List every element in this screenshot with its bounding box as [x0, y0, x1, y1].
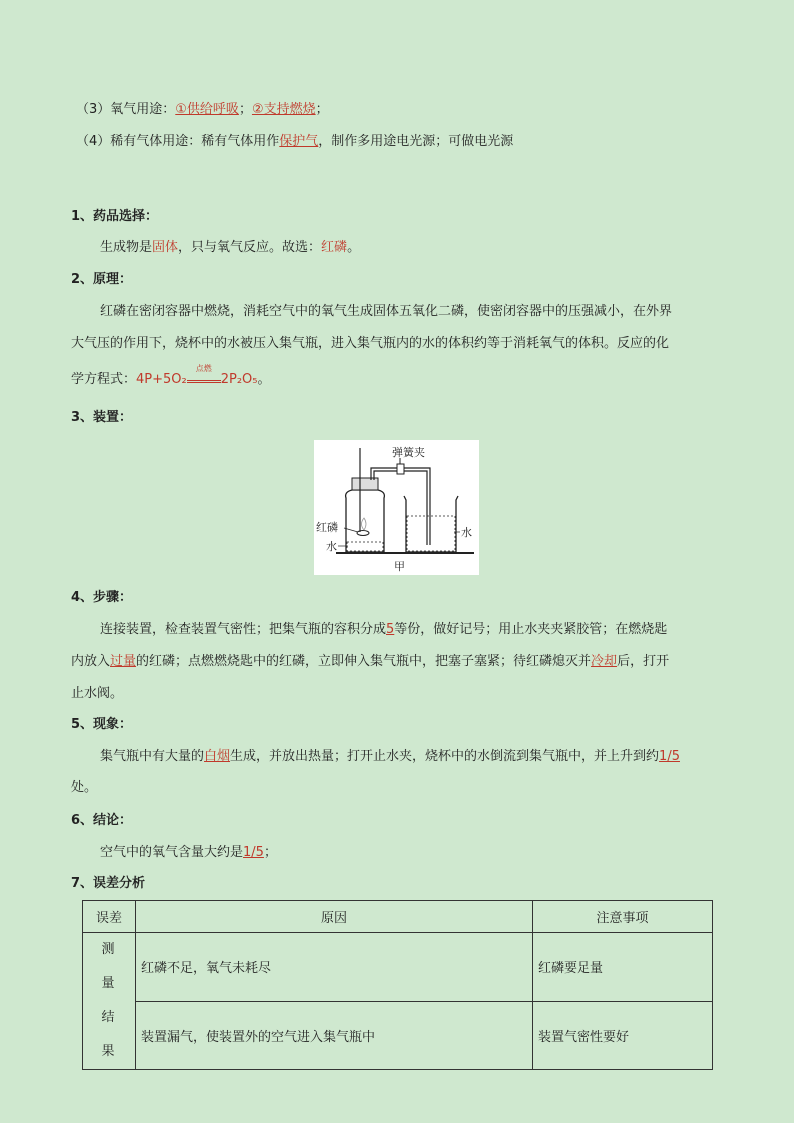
header-error: 误差	[83, 901, 136, 933]
s5-l1-a: 集气瓶中有大量的	[100, 749, 205, 764]
s4-line2	[71, 652, 669, 672]
figure-caption: 甲	[394, 560, 405, 573]
oxygen-use-end: ；	[315, 102, 329, 117]
s2-line3	[71, 364, 271, 390]
table-row	[83, 933, 713, 1002]
section-3-title: 3、装置：	[71, 410, 133, 425]
s2-line2: 大气压的作用下，烧杯中的水被压入集气瓶，进入集气瓶内的水的体积约等于消耗氧气的体积。反应的化	[71, 336, 670, 351]
table-header-row	[83, 901, 713, 933]
s4-l2-excess: 过量	[110, 654, 137, 669]
s4-l2-b: 的红磷；点燃燃烧匙中的红磷，立即伸入集气瓶中，把塞子塞紧；待红磷熄灭并	[136, 654, 592, 669]
s1-solid: 固体	[152, 240, 179, 255]
jar-water	[347, 542, 383, 551]
section-6-title: 6、结论：	[71, 813, 133, 828]
combustion-spoon	[357, 531, 369, 536]
header-reason: 原因	[136, 901, 533, 933]
noble-gas-prefix: （4）稀有气体用途：稀有气体用作	[76, 134, 280, 149]
s1-end: 。	[347, 240, 361, 255]
apparatus-figure	[314, 440, 479, 575]
header-note: 注意事项	[533, 901, 713, 933]
s2-end: 。	[257, 372, 271, 387]
row2-reason: 装置漏气，使装置外的空气进入集气瓶中	[136, 1001, 533, 1070]
s1-text-a: 生成物是	[100, 240, 153, 255]
s4-l2-a: 内放入	[71, 654, 111, 669]
oxygen-use-item2: ②支持燃烧	[251, 102, 316, 117]
s4-line3: 止水阀。	[71, 686, 124, 701]
s5-l1-b: 生成，并放出热量；打开止水夹，烧杯中的水倒流到集气瓶中，并上升到约	[230, 749, 660, 764]
equation-arrow	[187, 364, 221, 383]
noble-gas-rest: ，制作多用途电光源；可做电光源	[318, 134, 514, 149]
s2-line1: 红磷在密闭容器中燃烧，消耗空气中的氧气生成固体五氧化二磷，使密闭容器中的压强减小，在外界	[100, 304, 673, 319]
error-type-cell	[83, 933, 136, 1070]
s4-l1-num: 5	[386, 622, 395, 637]
section-2-title: 2、原理：	[71, 272, 133, 287]
label-water-right: 水	[461, 526, 472, 539]
s1-red-p: 红磷	[321, 240, 348, 255]
oxygen-use-sep: ；	[238, 102, 252, 117]
error-analysis-table	[82, 900, 713, 1070]
equation-double-line	[187, 380, 221, 383]
noble-gas-use-line	[76, 132, 513, 152]
section-5-title: 5、现象：	[71, 717, 133, 732]
gas-jar	[346, 490, 385, 552]
row1-note: 红磷要足量	[533, 933, 713, 1002]
s6-line	[100, 843, 277, 863]
row2-note: 装置气密性要好	[533, 1001, 713, 1070]
error-type-top: 测量	[101, 942, 127, 991]
oxygen-use-line	[76, 100, 329, 120]
section-7-title: 7、误差分析	[71, 876, 146, 891]
label-red-p: 红磷	[316, 521, 338, 534]
connecting-tube	[371, 468, 430, 545]
equation-right: 2P₂O₅	[220, 372, 258, 387]
noble-gas-highlight: 保护气	[279, 134, 319, 149]
section-1-title: 1、药品选择：	[71, 209, 159, 224]
beaker	[404, 496, 458, 552]
s1-text-b: ，只与氧气反应。故选：	[178, 240, 322, 255]
section-1-text	[100, 238, 360, 258]
s5-line2: 处。	[71, 780, 98, 795]
table-row	[83, 1001, 713, 1070]
s4-l1-a: 连接装置，检查装置气密性；把集气瓶的容积分成	[100, 622, 387, 637]
error-type-bottom: 结果	[101, 1010, 127, 1059]
spring-clamp	[397, 464, 404, 474]
s5-fraction: 1/5	[659, 749, 680, 764]
row1-reason: 红磷不足，氧气未耗尽	[136, 933, 533, 1002]
s4-l1-b: 等份，做好记号；用止水夹夹紧胶管；在燃烧匙	[394, 622, 668, 637]
label-clamp: 弹簧夹	[392, 446, 425, 459]
s6-fraction: 1/5	[243, 845, 264, 860]
label-water-left: 水	[326, 540, 337, 553]
flame-icon	[362, 518, 367, 530]
oxygen-use-item1: ①供给呼吸	[175, 102, 239, 117]
equation-left: 4P+5O₂	[136, 372, 187, 387]
s4-l2-cool: 冷却	[591, 654, 618, 669]
s4-line1	[100, 620, 667, 640]
s6-text: 空气中的氧气含量大约是	[100, 845, 244, 860]
s6-end: ；	[263, 845, 277, 860]
s4-l2-c: 后，打开	[617, 654, 670, 669]
oxygen-use-prefix: （3）氧气用途：	[76, 102, 176, 117]
apparatus-diagram	[314, 440, 479, 575]
s2-line3-prefix: 学方程式：	[71, 372, 137, 387]
equation-condition: 点燃	[195, 364, 212, 373]
beaker-water	[407, 516, 455, 551]
s5-smoke: 白烟	[204, 749, 231, 764]
section-4-title: 4、步骤：	[71, 590, 133, 605]
s5-line1	[100, 747, 680, 767]
